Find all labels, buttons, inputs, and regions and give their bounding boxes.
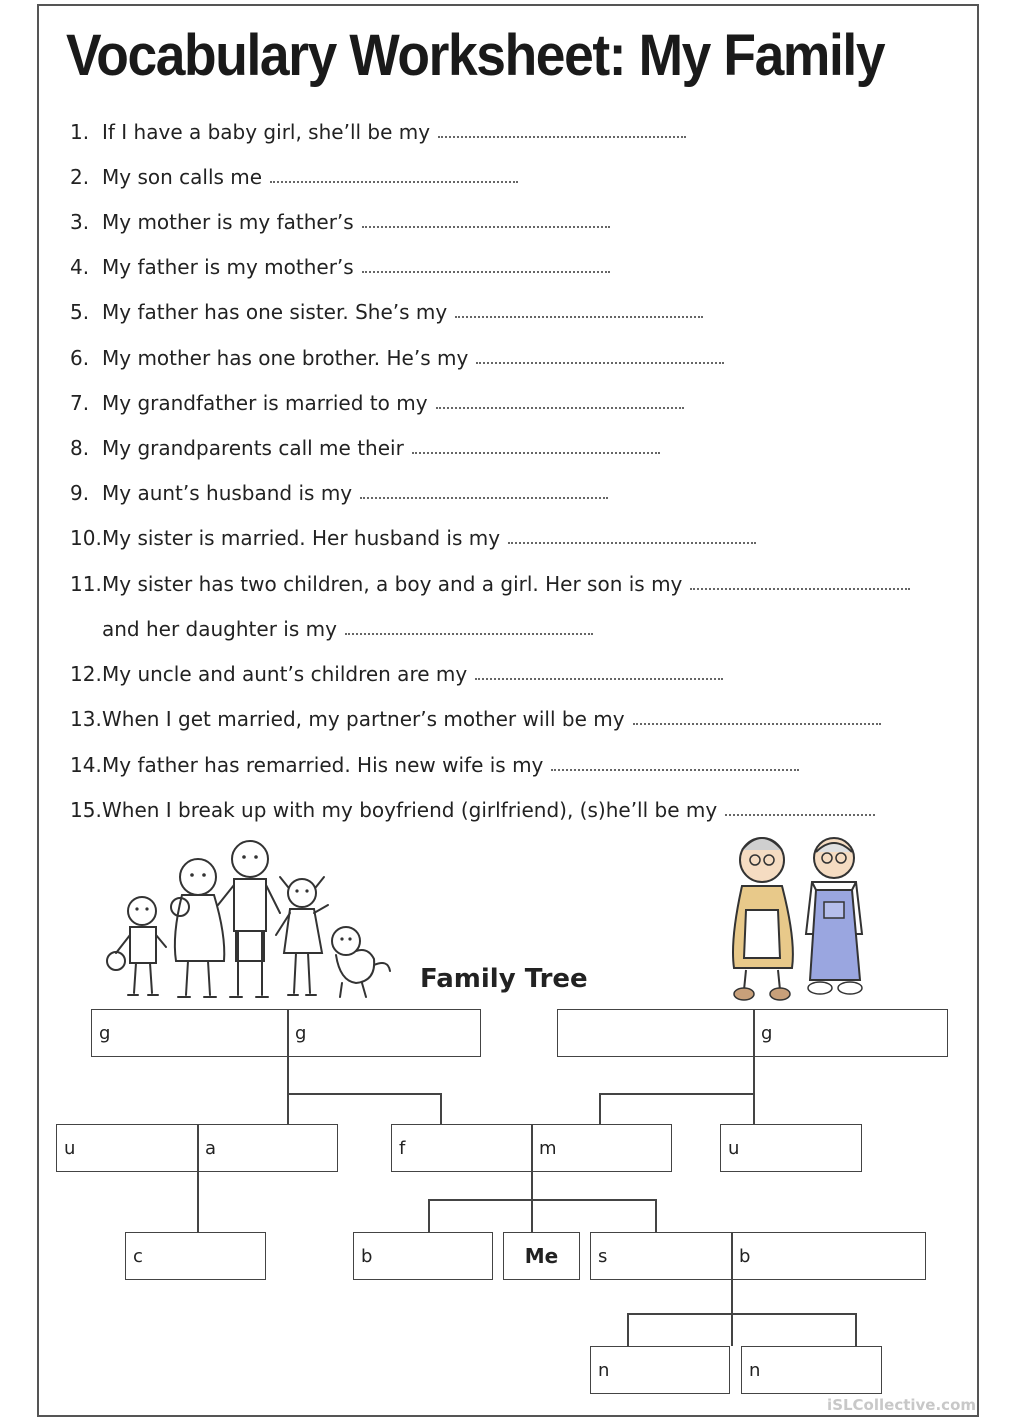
tree-box-nephew[interactable] — [590, 1346, 730, 1394]
tree-connector — [655, 1199, 657, 1232]
tree-box-niece[interactable] — [741, 1346, 882, 1394]
tree-letter-sister: s — [598, 1246, 608, 1267]
tree-box-divider — [531, 1124, 533, 1172]
tree-connector — [753, 1056, 755, 1124]
tree-box-cousin[interactable] — [125, 1232, 266, 1280]
page-title: Vocabulary Worksheet: My Family — [66, 23, 885, 88]
question-2 — [70, 159, 518, 189]
question-number: 9. — [70, 481, 90, 505]
answer-blank[interactable] — [633, 723, 881, 725]
answer-blank[interactable] — [362, 271, 610, 273]
question-13 — [70, 701, 881, 731]
answer-blank[interactable] — [475, 678, 723, 680]
question-text: My father is my mother’s — [102, 255, 354, 279]
question-11 — [70, 566, 910, 596]
answer-blank[interactable] — [270, 181, 518, 183]
answer-blank[interactable] — [508, 542, 756, 544]
tree-letter-grandparent: g — [99, 1023, 111, 1044]
tree-connector — [287, 1093, 441, 1095]
question-1 — [70, 114, 686, 144]
tree-letter-brother-in-law: b — [739, 1246, 751, 1267]
answer-blank[interactable] — [551, 769, 799, 771]
question-8 — [70, 430, 660, 460]
question-number: 11. — [70, 572, 102, 596]
question-9 — [70, 475, 608, 505]
question-15 — [70, 792, 875, 822]
answer-blank[interactable] — [360, 497, 608, 499]
question-12 — [70, 656, 723, 686]
tree-box-brother[interactable] — [353, 1232, 493, 1280]
tree-letter-mother: m — [539, 1138, 557, 1159]
tree-letter-brother: b — [361, 1246, 373, 1267]
answer-blank[interactable] — [476, 362, 724, 364]
question-number: 3. — [70, 210, 90, 234]
tree-label-me: Me — [524, 1244, 559, 1268]
question-14 — [70, 747, 799, 777]
answer-blank[interactable] — [690, 588, 910, 590]
tree-connector — [599, 1093, 754, 1095]
question-number: 8. — [70, 436, 90, 460]
question-number: 15. — [70, 798, 102, 822]
tree-letter-cousin: c — [133, 1246, 143, 1267]
question-4 — [70, 249, 610, 279]
tree-connector — [531, 1172, 533, 1232]
question-number: 12. — [70, 662, 102, 686]
tree-letter-uncle: u — [64, 1138, 76, 1159]
tree-connector — [627, 1313, 629, 1346]
question-text: My grandparents call me their — [102, 436, 404, 460]
question-number: 13. — [70, 707, 102, 731]
tree-box-grandparents-left[interactable] — [91, 1009, 481, 1057]
tree-connector — [428, 1199, 430, 1232]
tree-letter-uncle: u — [728, 1138, 740, 1159]
tree-box-uncle-right[interactable] — [720, 1124, 862, 1172]
answer-blank[interactable] — [436, 407, 684, 409]
answer-blank[interactable] — [455, 316, 703, 318]
question-5 — [70, 294, 703, 324]
question-text: My grandfather is married to my — [102, 391, 428, 415]
tree-connector — [627, 1313, 856, 1315]
question-text: My son calls me — [102, 165, 263, 189]
tree-letter-grandparent: g — [761, 1023, 773, 1044]
answer-blank[interactable] — [345, 633, 593, 635]
question-text: My father has one sister. She’s my — [102, 300, 448, 324]
question-10 — [70, 520, 756, 550]
question-number: 14. — [70, 753, 102, 777]
answer-blank[interactable] — [362, 226, 610, 228]
question-11-continued — [102, 611, 593, 641]
tree-box-divider — [753, 1009, 755, 1057]
grandparents-illustration — [720, 830, 880, 1005]
question-text: My father has remarried. His new wife is my — [102, 753, 544, 777]
question-number: 4. — [70, 255, 90, 279]
question-text: When I break up with my boyfriend (girlfriend), (s)he’ll be my — [102, 798, 718, 822]
tree-box-sister-spouse[interactable] — [590, 1232, 926, 1280]
tree-box-divider — [731, 1232, 733, 1280]
tree-connector — [197, 1172, 199, 1232]
tree-box-divider — [197, 1124, 199, 1172]
question-number: 2. — [70, 165, 90, 189]
tree-letter-niece: n — [749, 1360, 761, 1381]
question-7 — [70, 385, 684, 415]
question-text: When I get married, my partner’s mother will be my — [102, 707, 625, 731]
question-text: My sister is married. Her husband is my — [102, 526, 501, 550]
question-text: My mother has one brother. He’s my — [102, 346, 469, 370]
tree-letter-aunt: a — [205, 1138, 217, 1159]
tree-connector — [855, 1313, 857, 1346]
question-text: If I have a baby girl, she’ll be my — [102, 120, 431, 144]
watermark: iSLCollective.com — [827, 1396, 976, 1414]
question-number: 1. — [70, 120, 90, 144]
question-6 — [70, 340, 724, 370]
tree-connector — [287, 1056, 289, 1094]
tree-box-me — [503, 1232, 580, 1280]
tree-connector — [287, 1093, 289, 1124]
question-text: My uncle and aunt’s children are my — [102, 662, 468, 686]
tree-connector — [599, 1093, 601, 1124]
question-number: 10. — [70, 526, 102, 550]
question-text: My sister has two children, a boy and a girl. Her son is my — [102, 572, 683, 596]
question-text: My mother is my father’s — [102, 210, 354, 234]
tree-connector — [440, 1093, 442, 1124]
family-tree-title: Family Tree — [420, 964, 588, 994]
answer-blank[interactable] — [438, 136, 686, 138]
family-illustration — [100, 835, 400, 1005]
tree-letter-father: f — [399, 1138, 406, 1159]
question-text: and her daughter is my — [102, 617, 337, 641]
answer-blank[interactable] — [725, 814, 875, 816]
tree-letter-nephew: n — [598, 1360, 610, 1381]
question-3 — [70, 204, 610, 234]
tree-letter-grandparent: g — [295, 1023, 307, 1044]
tree-box-divider — [287, 1009, 289, 1057]
question-number: 6. — [70, 346, 90, 370]
question-number: 7. — [70, 391, 90, 415]
question-text: My aunt’s husband is my — [102, 481, 353, 505]
tree-connector — [428, 1199, 656, 1201]
answer-blank[interactable] — [412, 452, 660, 454]
question-number: 5. — [70, 300, 90, 324]
